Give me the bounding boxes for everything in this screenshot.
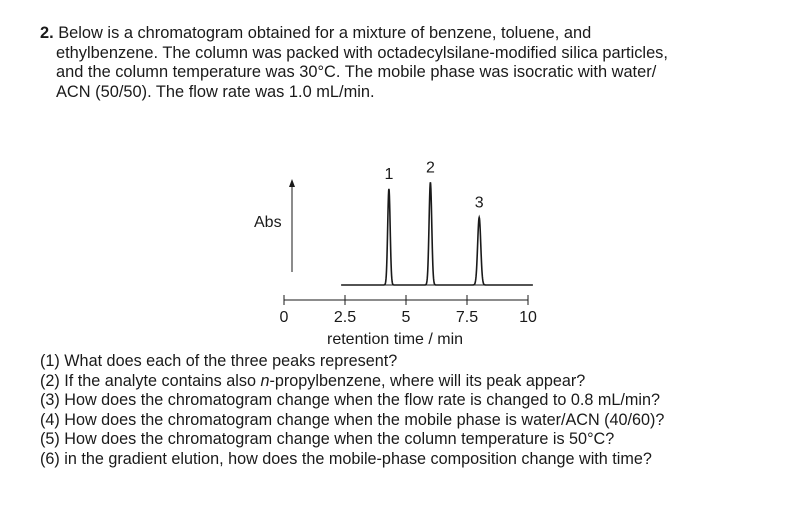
intro-line-1: 2. Below is a chromatogram obtained for a mixture of benzene, toluene, and — [40, 24, 592, 42]
intro-line-4: ACN (50/50). The flow rate was 1.0 mL/min. — [56, 82, 375, 101]
peak-label: 1 — [384, 165, 394, 183]
x-tick-label: 10 — [519, 309, 537, 326]
chromatogram — [240, 128, 560, 352]
x-tick-label: 7.5 — [455, 309, 479, 326]
question-5: (5) How does the chromatogram change when the column temperature is 50°C? — [40, 430, 615, 449]
question-6: (6) in the gradient elution, how does the mobile-phase composition change with time? — [40, 449, 652, 468]
x-axis-label: retention time / min — [327, 331, 464, 348]
x-tick-label: 5 — [401, 309, 411, 326]
question-3: (3) How does the chromatogram change when the flow rate is changed to 0.8 mL/min? — [40, 391, 660, 410]
peak-label: 2 — [425, 159, 435, 177]
peak-label: 3 — [474, 194, 484, 212]
problem-number: 2. — [40, 24, 54, 42]
chromatogram-trace — [341, 182, 533, 285]
y-axis-arrow — [289, 179, 295, 187]
x-tick-label: 2.5 — [333, 309, 357, 326]
question-2: (2) If the analyte contains also n-propylbenzene, where will its peak appear? — [40, 371, 586, 390]
question-4: (4) How does the chromatogram change when the mobile phase is water/ACN (40/60)? — [40, 410, 665, 429]
question-list — [40, 352, 780, 470]
intro-line-3: and the column temperature was 30°C. The mobile phase was isocratic with water/ — [56, 63, 657, 81]
intro-line-2: ethylbenzene. The column was packed with octadecylsilane-modified silica particles, — [56, 43, 668, 62]
x-tick-label: 0 — [279, 309, 289, 326]
question-1: (1) What does each of the three peaks represent? — [40, 352, 398, 370]
problem-intro — [40, 24, 770, 102]
y-axis-label: Abs — [254, 214, 282, 231]
